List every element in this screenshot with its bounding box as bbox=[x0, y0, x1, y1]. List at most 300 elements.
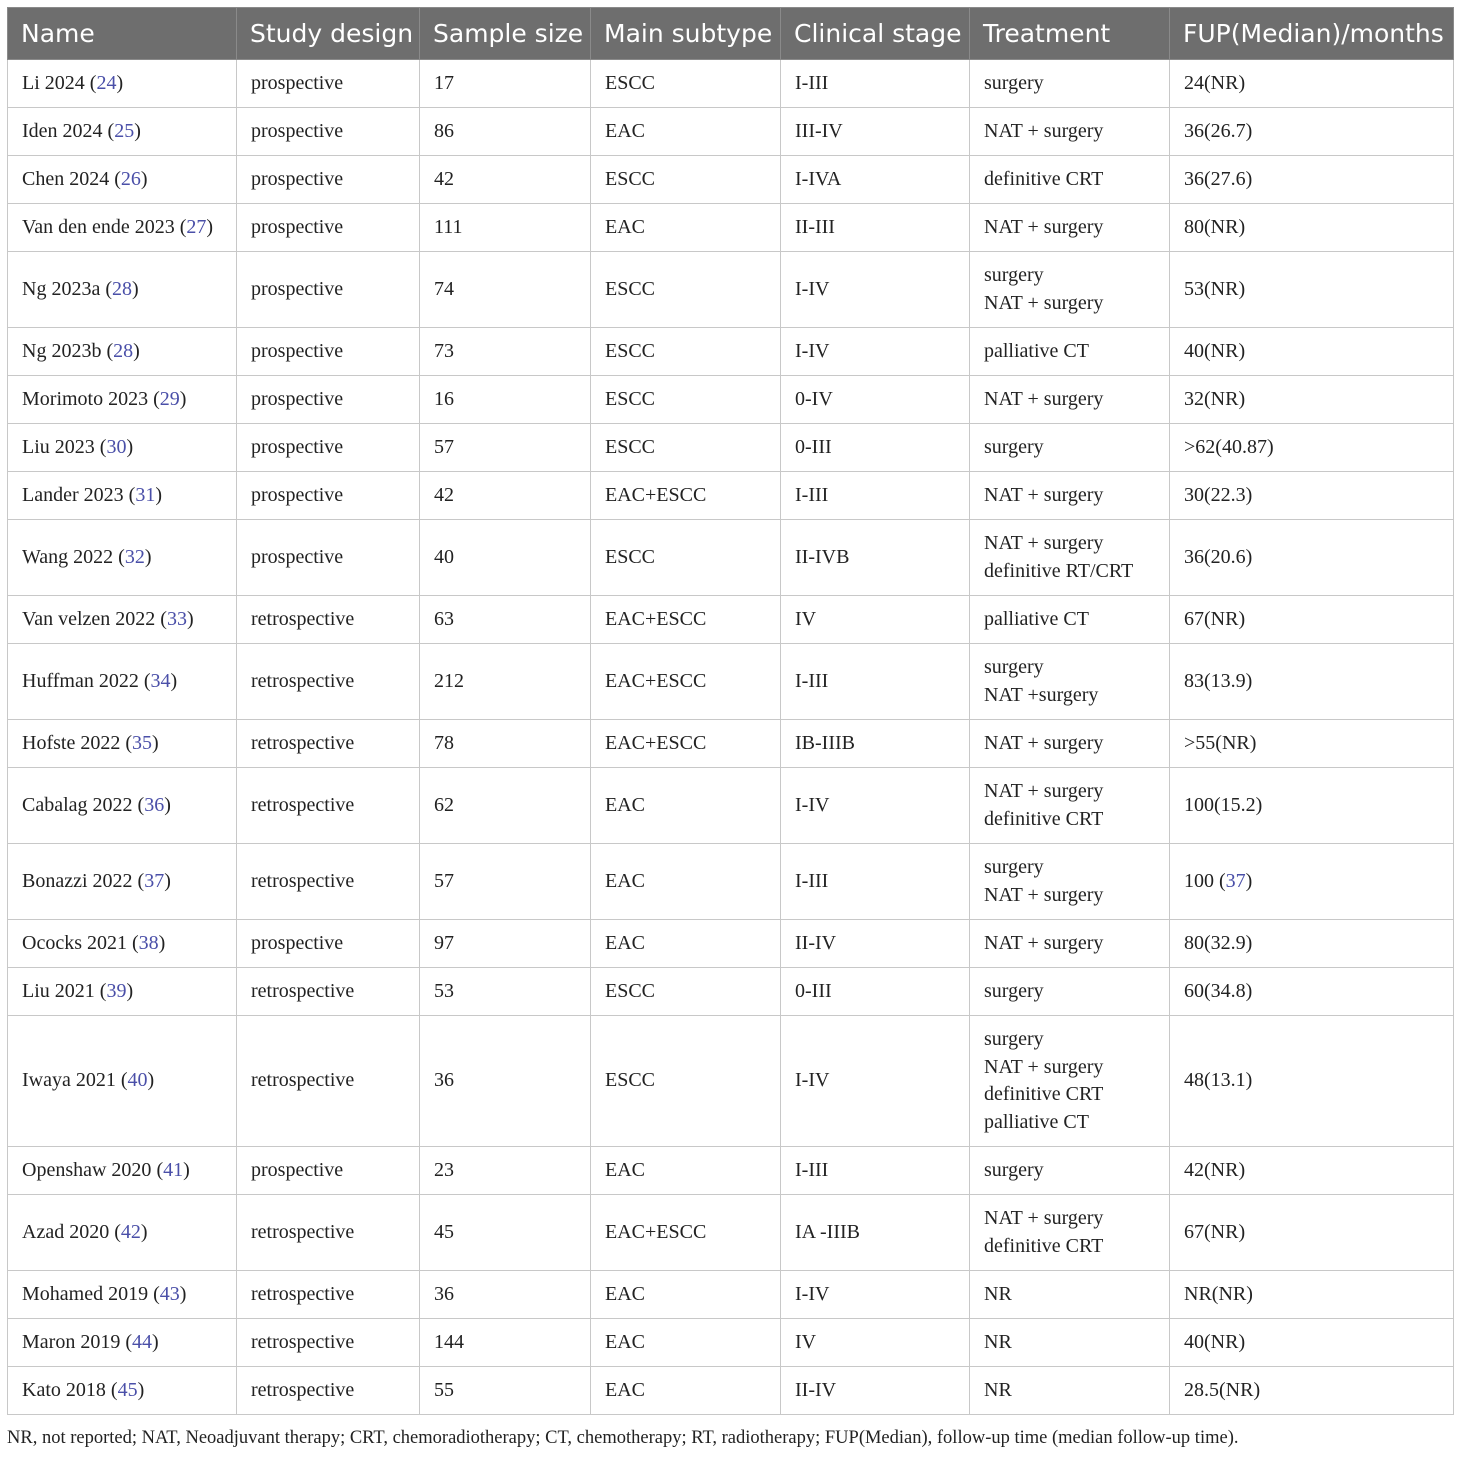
table-row bbox=[8, 1195, 1454, 1271]
cell-clinical-stage bbox=[781, 520, 970, 596]
cell-main-subtype-text: EAC bbox=[605, 931, 645, 954]
table-row bbox=[8, 1016, 1454, 1147]
citation-link[interactable]: 37 bbox=[144, 869, 165, 892]
cell-clinical-stage bbox=[781, 1147, 970, 1195]
treatment-line: NAT + surgery bbox=[984, 931, 1104, 954]
cell-main-subtype bbox=[591, 720, 781, 768]
cell-study-design-text: retrospective bbox=[251, 1282, 355, 1305]
fup-value: 32(NR) bbox=[1184, 387, 1246, 410]
cell-study-design-text: prospective bbox=[251, 71, 344, 94]
cell-study-design-text: retrospective bbox=[251, 669, 355, 692]
cell-clinical-stage-text: I-III bbox=[795, 669, 829, 692]
cell-clinical-stage-text: I-IV bbox=[795, 339, 830, 362]
cell-main-subtype-text: EAC+ESCC bbox=[605, 607, 707, 630]
fup-value: 83(13.9) bbox=[1184, 669, 1253, 692]
cell-main-subtype bbox=[591, 768, 781, 844]
fup-value: 42(NR) bbox=[1184, 1158, 1246, 1181]
treatment-line: definitive RT/CRT bbox=[984, 559, 1134, 582]
fup-value: 40(NR) bbox=[1184, 339, 1246, 362]
cell-main-subtype bbox=[591, 920, 781, 968]
cell-study-design-text: retrospective bbox=[251, 607, 355, 630]
cell-study-design bbox=[237, 844, 420, 920]
treatment-line: palliative CT bbox=[984, 1110, 1089, 1133]
cell-clinical-stage bbox=[781, 424, 970, 472]
fup-value: >62(40.87) bbox=[1184, 435, 1274, 458]
citation-link[interactable]: 45 bbox=[117, 1378, 138, 1401]
cell-sample-size bbox=[420, 156, 591, 204]
cell-treatment bbox=[970, 844, 1170, 920]
cell-clinical-stage bbox=[781, 768, 970, 844]
cell-study-design bbox=[237, 60, 420, 108]
cell-fup bbox=[1170, 644, 1454, 720]
fup-value: NR(NR) bbox=[1184, 1282, 1253, 1305]
study-name: Ng 2023b bbox=[22, 339, 102, 362]
cell-fup bbox=[1170, 60, 1454, 108]
study-name: Cabalag 2022 bbox=[22, 793, 133, 816]
citation-link[interactable]: 34 bbox=[150, 669, 171, 692]
fup-value: 80(32.9) bbox=[1184, 931, 1253, 954]
cell-clinical-stage bbox=[781, 968, 970, 1016]
treatment-line: surgery bbox=[984, 979, 1044, 1002]
treatment-line: definitive CRT bbox=[984, 807, 1104, 830]
cell-study-design bbox=[237, 204, 420, 252]
cell-treatment bbox=[970, 596, 1170, 644]
study-name: Bonazzi 2022 bbox=[22, 869, 133, 892]
citation-link[interactable]: 42 bbox=[120, 1220, 141, 1243]
cell-fup bbox=[1170, 1195, 1454, 1271]
cell-clinical-stage-text: 0-IV bbox=[795, 387, 833, 410]
fup-value: >55(NR) bbox=[1184, 731, 1257, 754]
cell-treatment bbox=[970, 1271, 1170, 1319]
cell-main-subtype bbox=[591, 1195, 781, 1271]
fup-value: 36(20.6) bbox=[1184, 545, 1253, 568]
treatment-line: surgery bbox=[984, 1158, 1044, 1181]
col-header-sample-size: Sample size bbox=[420, 8, 591, 60]
table-row bbox=[8, 252, 1454, 328]
cell-clinical-stage-text: II-III bbox=[795, 215, 835, 238]
cell-study-design bbox=[237, 108, 420, 156]
cell-clinical-stage-text: IB-IIIB bbox=[795, 731, 855, 754]
cell-clinical-stage bbox=[781, 252, 970, 328]
cell-name: Wang 2022 (32) bbox=[8, 520, 237, 596]
cell-sample-size bbox=[420, 252, 591, 328]
cell-study-design-text: prospective bbox=[251, 277, 344, 300]
cell-main-subtype-text: ESCC bbox=[605, 1069, 656, 1092]
cell-main-subtype bbox=[591, 252, 781, 328]
cell-study-design bbox=[237, 376, 420, 424]
cell-sample-size bbox=[420, 60, 591, 108]
table-row bbox=[8, 1319, 1454, 1367]
cell-clinical-stage bbox=[781, 844, 970, 920]
citation-link[interactable]: 33 bbox=[166, 607, 187, 630]
citation-link[interactable]: 41 bbox=[163, 1158, 184, 1181]
cell-main-subtype-text: EAC bbox=[605, 215, 645, 238]
table-row bbox=[8, 1147, 1454, 1195]
cell-name: Cabalag 2022 (36) bbox=[8, 768, 237, 844]
treatment-line: definitive CRT bbox=[984, 167, 1104, 190]
study-name: Ng 2023a bbox=[22, 277, 101, 300]
cell-fup bbox=[1170, 156, 1454, 204]
cell-main-subtype bbox=[591, 596, 781, 644]
treatment-line: NAT + surgery bbox=[984, 483, 1104, 506]
study-name: Wang 2022 bbox=[22, 545, 114, 568]
cell-main-subtype-text: EAC+ESCC bbox=[605, 483, 707, 506]
cell-clinical-stage bbox=[781, 1016, 970, 1147]
citation-link[interactable]: 31 bbox=[135, 483, 156, 506]
cell-treatment bbox=[970, 204, 1170, 252]
table-row bbox=[8, 520, 1454, 596]
cell-main-subtype-text: EAC bbox=[605, 1330, 645, 1353]
cell-study-design-text: retrospective bbox=[251, 1220, 355, 1243]
cell-fup bbox=[1170, 520, 1454, 596]
citation-link[interactable]: 39 bbox=[106, 979, 127, 1002]
cell-fup bbox=[1170, 472, 1454, 520]
fup-value: 30(22.3) bbox=[1184, 483, 1253, 506]
cell-clinical-stage-text: I-IV bbox=[795, 277, 830, 300]
treatment-line: palliative CT bbox=[984, 607, 1089, 630]
table-row bbox=[8, 204, 1454, 252]
cell-name: Huffman 2022 (34) bbox=[8, 644, 237, 720]
cell-treatment bbox=[970, 1147, 1170, 1195]
fup-value: 67(NR) bbox=[1184, 1220, 1246, 1243]
cell-clinical-stage-text: I-IV bbox=[795, 1282, 830, 1305]
cell-name: Liu 2021 (39) bbox=[8, 968, 237, 1016]
cell-treatment bbox=[970, 1195, 1170, 1271]
cell-treatment bbox=[970, 252, 1170, 328]
cell-name: Azad 2020 (42) bbox=[8, 1195, 237, 1271]
table-row bbox=[8, 328, 1454, 376]
cell-sample-size bbox=[420, 204, 591, 252]
cell-sample-size bbox=[420, 720, 591, 768]
cell-main-subtype-text: ESCC bbox=[605, 545, 656, 568]
treatment-line: surgery bbox=[984, 656, 1044, 678]
cell-sample-size bbox=[420, 472, 591, 520]
table-row bbox=[8, 376, 1454, 424]
cell-main-subtype bbox=[591, 60, 781, 108]
cell-clinical-stage-text: IV bbox=[795, 607, 817, 630]
cell-main-subtype-text: ESCC bbox=[605, 339, 656, 362]
treatment-line: surgery bbox=[984, 71, 1044, 94]
cell-sample-size-text: 55 bbox=[434, 1378, 454, 1401]
citation-link[interactable]: 43 bbox=[159, 1282, 180, 1305]
cell-sample-size-text: 16 bbox=[434, 387, 454, 410]
cell-main-subtype bbox=[591, 1147, 781, 1195]
cell-main-subtype bbox=[591, 376, 781, 424]
cell-study-design bbox=[237, 1195, 420, 1271]
cell-study-design-text: retrospective bbox=[251, 793, 355, 816]
cell-clinical-stage-text: I-IVA bbox=[795, 167, 842, 190]
cell-study-design-text: prospective bbox=[251, 931, 344, 954]
cell-main-subtype bbox=[591, 108, 781, 156]
table-row bbox=[8, 844, 1454, 920]
cell-name: Lander 2023 (31) bbox=[8, 472, 237, 520]
citation-link[interactable]: 24 bbox=[96, 71, 117, 94]
cell-clinical-stage bbox=[781, 596, 970, 644]
table-row bbox=[8, 968, 1454, 1016]
cell-sample-size bbox=[420, 1016, 591, 1147]
cell-clinical-stage-text: I-III bbox=[795, 71, 829, 94]
cell-fup bbox=[1170, 596, 1454, 644]
cell-study-design-text: retrospective bbox=[251, 1330, 355, 1353]
cell-fup bbox=[1170, 252, 1454, 328]
treatment-line: surgery bbox=[984, 1028, 1044, 1050]
fup-value: 24(NR) bbox=[1184, 71, 1246, 94]
table-body bbox=[8, 60, 1454, 1415]
cell-fup bbox=[1170, 1319, 1454, 1367]
study-name: Huffman 2022 bbox=[22, 669, 139, 692]
table-row bbox=[8, 644, 1454, 720]
cell-main-subtype-text: EAC bbox=[605, 1158, 645, 1181]
cell-study-design bbox=[237, 1367, 420, 1415]
cell-fup: 100 (37) bbox=[1170, 844, 1454, 920]
cell-clinical-stage-text: II-IV bbox=[795, 931, 837, 954]
cell-fup bbox=[1170, 768, 1454, 844]
cell-study-design bbox=[237, 472, 420, 520]
cell-main-subtype-text: EAC+ESCC bbox=[605, 669, 707, 692]
cell-treatment bbox=[970, 1016, 1170, 1147]
cell-sample-size bbox=[420, 768, 591, 844]
cell-study-design-text: retrospective bbox=[251, 731, 355, 754]
cell-clinical-stage-text: 0-III bbox=[795, 979, 832, 1002]
fup-value: 67(NR) bbox=[1184, 607, 1246, 630]
cell-study-design bbox=[237, 1147, 420, 1195]
citation-link[interactable]: 37 bbox=[1225, 869, 1246, 892]
study-name: Li 2024 bbox=[22, 71, 85, 94]
treatment-line: surgery bbox=[984, 435, 1044, 458]
cell-treatment bbox=[970, 920, 1170, 968]
citation-link[interactable]: 30 bbox=[106, 435, 127, 458]
cell-sample-size bbox=[420, 1367, 591, 1415]
treatment-line: NR bbox=[984, 1330, 1012, 1353]
table-row bbox=[8, 920, 1454, 968]
cell-study-design bbox=[237, 252, 420, 328]
study-name: Maron 2019 bbox=[22, 1330, 121, 1353]
cell-sample-size-text: 63 bbox=[434, 607, 454, 630]
study-table-container bbox=[7, 7, 1453, 1415]
cell-fup bbox=[1170, 920, 1454, 968]
cell-study-design-text: retrospective bbox=[251, 1378, 355, 1401]
table-footnote: NR, not reported; NAT, Neoadjuvant therapy; CRT, chemoradiotherapy; CT, chemotherapy; RT, radiotherapy; FUP(Median), follow-up time (median follow-up time). bbox=[7, 1428, 1239, 1448]
cell-sample-size-text: 74 bbox=[434, 277, 454, 300]
treatment-line: NAT + surgery bbox=[984, 532, 1104, 554]
cell-treatment bbox=[970, 1367, 1170, 1415]
cell-clinical-stage bbox=[781, 644, 970, 720]
treatment-line: surgery bbox=[984, 264, 1044, 286]
citation-link[interactable]: 27 bbox=[186, 215, 207, 238]
treatment-line: NAT + surgery bbox=[984, 1055, 1104, 1078]
cell-sample-size bbox=[420, 844, 591, 920]
cell-study-design-text: prospective bbox=[251, 119, 344, 142]
cell-name: Mohamed 2019 (43) bbox=[8, 1271, 237, 1319]
cell-clinical-stage-text: IA -IIIB bbox=[795, 1220, 860, 1243]
cell-sample-size-text: 144 bbox=[434, 1330, 464, 1353]
study-characteristics-table bbox=[7, 7, 1454, 1415]
cell-sample-size-text: 53 bbox=[434, 979, 454, 1002]
cell-clinical-stage bbox=[781, 204, 970, 252]
col-header-main-subtype: Main subtype bbox=[591, 8, 781, 60]
cell-clinical-stage-text: II-IV bbox=[795, 1378, 837, 1401]
cell-fup bbox=[1170, 968, 1454, 1016]
cell-clinical-stage-text: I-IV bbox=[795, 793, 830, 816]
cell-treatment bbox=[970, 968, 1170, 1016]
cell-name: Morimoto 2023 (29) bbox=[8, 376, 237, 424]
cell-sample-size bbox=[420, 108, 591, 156]
cell-sample-size-text: 86 bbox=[434, 119, 454, 142]
cell-study-design-text: prospective bbox=[251, 545, 344, 568]
cell-clinical-stage-text: 0-III bbox=[795, 435, 832, 458]
cell-main-subtype-text: ESCC bbox=[605, 167, 656, 190]
cell-clinical-stage bbox=[781, 1367, 970, 1415]
cell-sample-size bbox=[420, 520, 591, 596]
cell-clinical-stage bbox=[781, 1195, 970, 1271]
cell-sample-size-text: 57 bbox=[434, 435, 454, 458]
cell-fup bbox=[1170, 424, 1454, 472]
citation-link[interactable]: 28 bbox=[112, 277, 132, 300]
cell-study-design-text: prospective bbox=[251, 1158, 344, 1181]
citation-link[interactable]: 36 bbox=[144, 793, 165, 816]
cell-name: Maron 2019 (44) bbox=[8, 1319, 237, 1367]
fup-value: 40(NR) bbox=[1184, 1330, 1246, 1353]
cell-sample-size-text: 62 bbox=[434, 793, 454, 816]
cell-name: Hofste 2022 (35) bbox=[8, 720, 237, 768]
study-name: Kato 2018 bbox=[22, 1378, 106, 1401]
study-name: Mohamed 2019 bbox=[22, 1282, 149, 1305]
study-name: Ococks 2021 bbox=[22, 931, 127, 954]
cell-main-subtype-text: EAC+ESCC bbox=[605, 731, 707, 754]
cell-study-design-text: prospective bbox=[251, 435, 344, 458]
cell-fup bbox=[1170, 204, 1454, 252]
cell-fup bbox=[1170, 376, 1454, 424]
cell-study-design-text: retrospective bbox=[251, 1069, 355, 1092]
cell-name: Van den ende 2023 (27) bbox=[8, 204, 237, 252]
cell-clinical-stage bbox=[781, 108, 970, 156]
cell-main-subtype bbox=[591, 1271, 781, 1319]
cell-sample-size bbox=[420, 968, 591, 1016]
cell-study-design-text: prospective bbox=[251, 215, 344, 238]
treatment-line: NAT + surgery bbox=[984, 215, 1104, 238]
citation-link[interactable]: 35 bbox=[132, 731, 152, 754]
table-row bbox=[8, 60, 1454, 108]
citation-link[interactable]: 29 bbox=[159, 387, 180, 410]
citation-link[interactable]: 28 bbox=[113, 339, 134, 362]
fup-value: 36(26.7) bbox=[1184, 119, 1253, 142]
cell-main-subtype bbox=[591, 520, 781, 596]
treatment-line: palliative CT bbox=[984, 339, 1089, 362]
cell-name: Iwaya 2021 (40) bbox=[8, 1016, 237, 1147]
study-name: Liu 2023 bbox=[22, 435, 95, 458]
cell-main-subtype-text: ESCC bbox=[605, 71, 656, 94]
cell-fup bbox=[1170, 720, 1454, 768]
cell-name: Van velzen 2022 (33) bbox=[8, 596, 237, 644]
cell-main-subtype bbox=[591, 1016, 781, 1147]
study-name: Azad 2020 bbox=[22, 1220, 110, 1243]
cell-sample-size-text: 40 bbox=[434, 545, 454, 568]
citation-link[interactable]: 44 bbox=[132, 1330, 152, 1353]
cell-study-design-text: prospective bbox=[251, 387, 344, 410]
cell-clinical-stage bbox=[781, 1319, 970, 1367]
cell-main-subtype bbox=[591, 844, 781, 920]
cell-main-subtype bbox=[591, 328, 781, 376]
cell-main-subtype bbox=[591, 644, 781, 720]
cell-sample-size-text: 36 bbox=[434, 1069, 454, 1092]
treatment-line: NAT + surgery bbox=[984, 291, 1104, 314]
col-header-study-design: Study design bbox=[237, 8, 420, 60]
citation-link[interactable]: 26 bbox=[120, 167, 141, 190]
col-header-fup: FUP(Median)/months bbox=[1170, 8, 1454, 60]
cell-fup bbox=[1170, 1271, 1454, 1319]
treatment-line: NR bbox=[984, 1378, 1012, 1401]
cell-sample-size bbox=[420, 424, 591, 472]
study-name: Hofste 2022 bbox=[22, 731, 121, 754]
cell-study-design bbox=[237, 1016, 420, 1147]
cell-main-subtype-text: EAC bbox=[605, 793, 645, 816]
cell-clinical-stage bbox=[781, 1271, 970, 1319]
citation-link[interactable]: 32 bbox=[124, 545, 145, 568]
cell-name: Bonazzi 2022 (37) bbox=[8, 844, 237, 920]
cell-name: Ng 2023a (28) bbox=[8, 252, 237, 328]
cell-study-design bbox=[237, 720, 420, 768]
cell-sample-size-text: 212 bbox=[434, 669, 464, 692]
cell-sample-size-text: 97 bbox=[434, 931, 454, 954]
citation-link[interactable]: 38 bbox=[138, 931, 159, 954]
treatment-line: NAT + surgery bbox=[984, 883, 1104, 906]
table-row bbox=[8, 1271, 1454, 1319]
cell-study-design bbox=[237, 328, 420, 376]
cell-main-subtype bbox=[591, 156, 781, 204]
col-header-name: Name bbox=[8, 8, 237, 60]
cell-treatment bbox=[970, 328, 1170, 376]
cell-sample-size bbox=[420, 328, 591, 376]
cell-fup bbox=[1170, 108, 1454, 156]
table-header-row bbox=[8, 8, 1454, 60]
col-header-treatment: Treatment bbox=[970, 8, 1170, 60]
treatment-line: definitive CRT bbox=[984, 1083, 1104, 1105]
cell-study-design-text: prospective bbox=[251, 483, 344, 506]
cell-treatment bbox=[970, 768, 1170, 844]
table-row bbox=[8, 156, 1454, 204]
cell-main-subtype-text: ESCC bbox=[605, 979, 656, 1002]
cell-clinical-stage-text: I-IV bbox=[795, 1069, 830, 1092]
cell-clinical-stage bbox=[781, 328, 970, 376]
cell-treatment bbox=[970, 720, 1170, 768]
table-row bbox=[8, 768, 1454, 844]
table-row bbox=[8, 596, 1454, 644]
cell-clinical-stage-text: II-IVB bbox=[795, 545, 850, 568]
fup-value: 36(27.6) bbox=[1184, 167, 1253, 190]
col-header-clinical-stage: Clinical stage bbox=[781, 8, 970, 60]
study-name: Iwaya 2021 bbox=[22, 1069, 116, 1092]
treatment-line: NAT + surgery bbox=[984, 780, 1104, 802]
treatment-line: NAT + surgery bbox=[984, 1207, 1104, 1229]
cell-sample-size-text: 42 bbox=[434, 483, 454, 506]
cell-sample-size bbox=[420, 1147, 591, 1195]
cell-main-subtype-text: ESCC bbox=[605, 435, 656, 458]
study-name: Van velzen 2022 bbox=[22, 607, 156, 630]
cell-treatment bbox=[970, 156, 1170, 204]
treatment-line: NAT + surgery bbox=[984, 387, 1104, 410]
cell-study-design bbox=[237, 1319, 420, 1367]
cell-name: Openshaw 2020 (41) bbox=[8, 1147, 237, 1195]
cell-clinical-stage bbox=[781, 376, 970, 424]
cell-clinical-stage bbox=[781, 720, 970, 768]
cell-treatment bbox=[970, 644, 1170, 720]
cell-study-design bbox=[237, 644, 420, 720]
cell-clinical-stage-text: I-III bbox=[795, 869, 829, 892]
citation-link[interactable]: 25 bbox=[114, 119, 135, 142]
treatment-line: NR bbox=[984, 1282, 1012, 1305]
cell-sample-size-text: 23 bbox=[434, 1158, 454, 1181]
citation-link[interactable]: 40 bbox=[127, 1069, 148, 1092]
